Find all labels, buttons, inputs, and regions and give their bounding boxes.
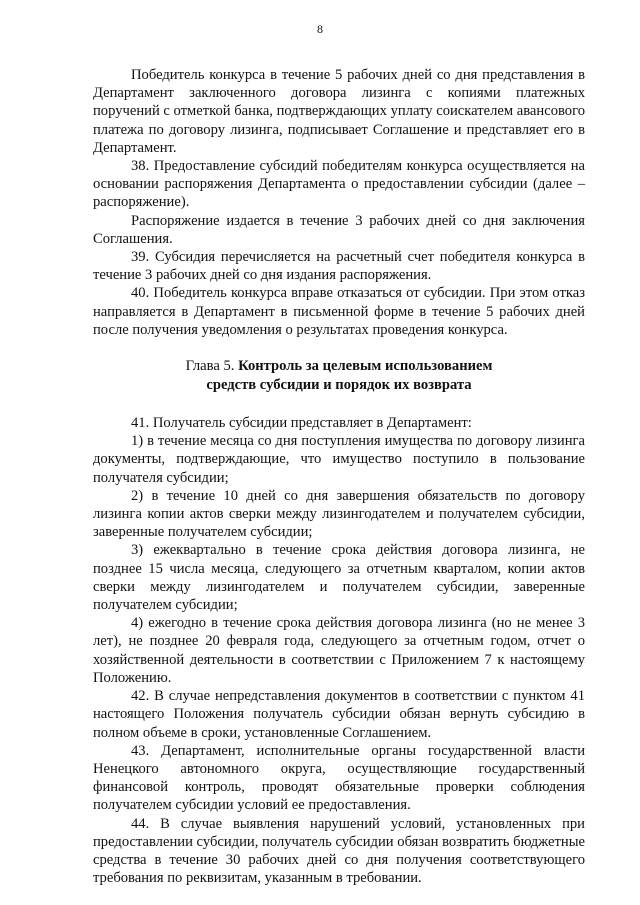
document-body <box>93 66 585 887</box>
chapter-title-line1: Контроль за целевым использованием <box>238 358 493 375</box>
chapter-heading-line1 <box>93 357 585 376</box>
paragraph-41: 41. Получатель субсидии представляет в Департамент: <box>131 415 472 432</box>
paragraph-42: 42. В случае непредставления документов в соответствии с пунктом 41 настоящего Положения получатель субсидии обязан вернуть субсидию в полном объеме в сроки, установленные Соглашением. <box>93 688 585 741</box>
paragraph-44: 44. В случае выявления нарушений условий, установленных при предоставлении субсидии, получатель субсидии обязан возвратить бюджетные средства в течение 30 рабочих дней со дня получения соответствующего требования по реквизитам, указанным в требовании. <box>93 815 585 887</box>
paragraph-41-item-2: 2) в течение 10 дней со дня завершения обязательств по договору лизинга копии актов сверки между лизингодателем и получателем субсидии, заверенные получателем субсидии; <box>93 487 585 541</box>
chapter-heading <box>93 357 585 394</box>
paragraph-43: 43. Департамент, исполнительные органы государственной власти Ненецкого автономного округа, осуществляющие государственный финансовой контроль, проводят обязательные проверки соблюдения получателем субсидии условий ее предоставления. <box>93 742 585 814</box>
paragraph-41-item-3: 3) ежеквартально в течение срока действия договора лизинга, не позднее 15 числа месяца, следующего за отчетным кварталом, копии актов сверки между лизингодателем и получателем субсидии, заверенные получателем субсидии; <box>93 542 585 614</box>
paragraph-41-item-1: 1) в течение месяца со дня поступления имущества по договору лизинга документы, подтверждающие, что имущество поступило в пользование получателя субсидии; <box>93 433 585 486</box>
chapter-title-line2: средств субсидии и порядок их возврата <box>206 376 472 393</box>
chapter-prefix: Глава 5. <box>185 358 239 375</box>
paragraph-winner-lease: Победитель конкурса в течение 5 рабочих дней со дня представления в Департамент заключенного договора лизинга с копиями платежных поручений с отметкой банка, подтверждающих уплату соискателем авансового платежа по договору лизинга, подписывает Соглашение и представляет его в Департамент. <box>93 67 585 156</box>
page-number: 8 <box>317 22 323 36</box>
paragraph-40: 40. Победитель конкурса вправе отказаться от субсидии. При этом отказ направляется в Департамент в письменной форме в течение 5 рабочих дней после получения уведомления о результатах проведения конкурса. <box>93 285 585 338</box>
paragraph-order-issue: Распоряжение издается в течение 3 рабочих дней со дня заключения Соглашения. <box>93 212 585 247</box>
chapter-heading-line2 <box>93 376 585 395</box>
paragraph-38: 38. Предоставление субсидий победителям конкурса осуществляется на основании распоряжения Департамента о предоставлении субсидии (далее – распоряжение). <box>93 158 585 211</box>
paragraph-39: 39. Субсидия перечисляется на расчетный счет победителя конкурса в течение 3 рабочих дней со дня издания распоряжения. <box>93 249 585 284</box>
paragraph-41-item-4: 4) ежегодно в течение срока действия договора лизинга (но не менее 3 лет), не позднее 20 февраля года, следующего за отчетным годом, отчет о хозяйственной деятельности в соответствии с Приложением 7 к настоящему Положению. <box>93 615 585 686</box>
